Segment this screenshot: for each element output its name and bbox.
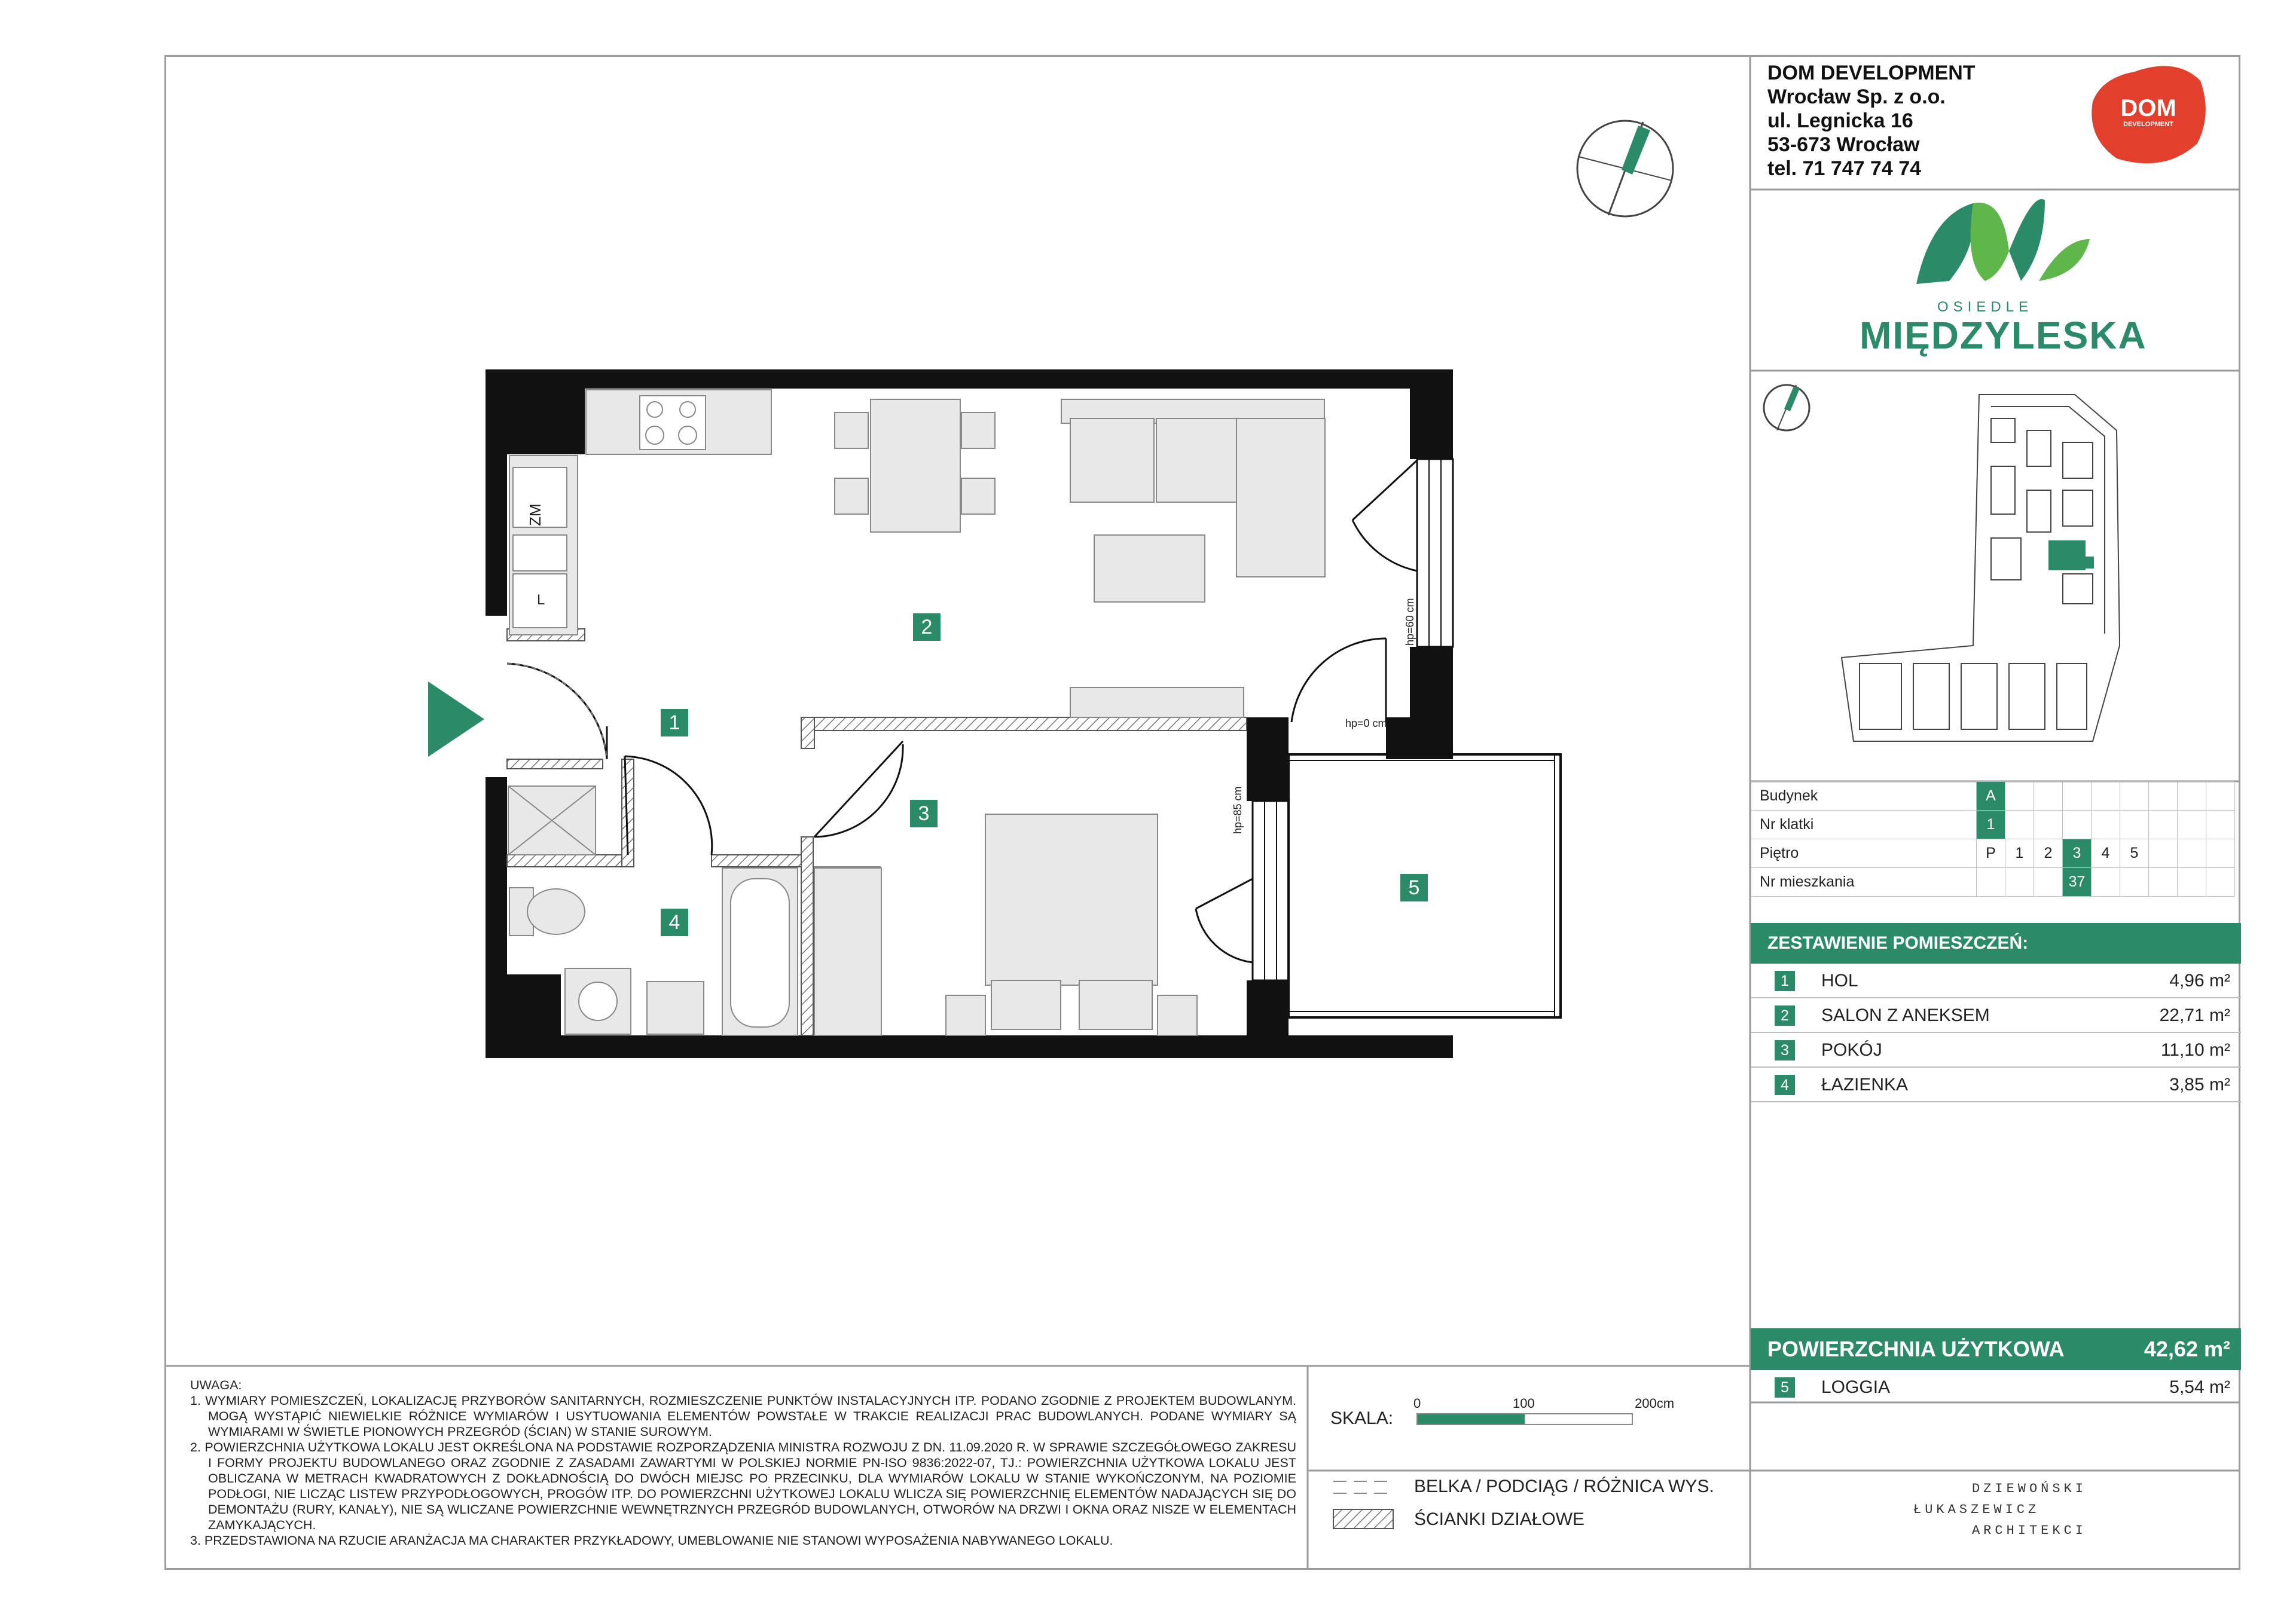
- loggia-row: [1751, 1370, 2241, 1404]
- company-city: 53-673 Wrocław: [1767, 133, 1920, 156]
- legend-beam-label: BELKA / PODCIĄG / RÓŻNICA WYS.: [1414, 1477, 1714, 1496]
- scale-tick-0: 0: [1413, 1396, 1421, 1411]
- dom-logo-word: DOM: [2120, 95, 2176, 121]
- building-key-plan: [1842, 395, 2120, 741]
- unit-info-cell: [2178, 811, 2206, 839]
- unit-info-cell: P: [1977, 839, 2005, 868]
- company-address: [1767, 61, 1976, 181]
- note-2: 2. POWIERZCHNIA UŻYTKOWA LOKALU JEST OKREŚLONA NA PODSTAWIE ROZPORZĄDZENIA MINISTRA ROZWOJU Z DN. 11.09.2020 R. W SPRAWIE SZCZEGÓŁOWEGO ZAKRESU I FORMY PROJEKTU BUDOWLANEGO ORAZ ZGODNIE Z ZASADAMI ZAWARTYMI W POLSKIEJ NORMIE PN-ISO 9836:2022-07, TJ.: POWIERZCHNIA UŻYTKOWA LOKALU JEST OBLICZANA W METRACH KWADRATOWYCH Z DOKŁADNOŚCIĄ DO DWÓCH MIEJSC PO PRZECINKU, DLA WYMIARÓW LOKALU W STANIE WYKOŃCZONYM, NA POZIOMIE PODŁOGI, NIE LICZĄC LISTEW PRZYPODŁOGOWYCH, PROGÓW ITP. DO POWIERZCHNI UŻYTKOWEJ LOKALU WLICZA SIĘ POWIERZCHNIĘ ELEMENTÓW NADAJĄCYCH SIĘ DO DEMONTAŻU (RURY, KANAŁY), NIE SĄ WLICZANE POWIERZCHNIE WEWNĘTRZNYCH PRZEGRÓD BUDOWLANYCH, OTWORÓW NA DRZWI I OKNA ORAZ NISZE W ELEMENTACH ZAMYKAJĄCYCH.: [190, 1440, 1296, 1532]
- estate-name-small: OSIEDLE: [1937, 299, 2034, 315]
- dom-logo-text: [2103, 96, 2193, 128]
- unit-info-cell: [2206, 868, 2235, 897]
- dining-table: [835, 399, 995, 532]
- scale-bar: [1417, 1414, 1632, 1425]
- unit-info-cell: [2063, 811, 2092, 839]
- bathroom-fixtures: [508, 786, 881, 1035]
- notes: [190, 1377, 1296, 1548]
- fridge-label: L: [537, 592, 545, 608]
- sofa: [1061, 399, 1325, 717]
- room-row: [1751, 1068, 2241, 1102]
- window-height-label-85: hp=85 cm: [1232, 786, 1244, 834]
- room-num: 1: [1775, 971, 1795, 991]
- small-compass-icon: [1764, 385, 1809, 430]
- room-badge-1: 1: [661, 709, 688, 736]
- window: [1417, 459, 1453, 647]
- room-name: ŁAZIENKA: [1821, 1075, 1909, 1095]
- room-name: SALON Z ANEKSEM: [1821, 1005, 1990, 1025]
- window-height-label-60: hp=60 cm: [1404, 598, 1416, 646]
- company-name: DOM DEVELOPMENT: [1767, 62, 1976, 84]
- unit-info-cell: [2005, 782, 2034, 811]
- room-badge-4: 4: [661, 909, 688, 936]
- unit-info-cell: [2092, 782, 2120, 811]
- window-height-label-0: hp=0 cm: [1345, 717, 1387, 729]
- room-area: 4,96 m²: [2169, 971, 2230, 991]
- room-area: 11,10 m²: [2160, 1040, 2230, 1060]
- note-3: 3. PRZEDSTAWIONA NA RZUCIE ARANŻACJA MA CHARAKTER PRZYKŁADOWY, UMEBLOWANIE NIE STANOWI WYPOSAŻENIA NABYWANEGO LOKALU.: [190, 1533, 1113, 1548]
- room-row: [1751, 1033, 2241, 1068]
- unit-info-cell: [2149, 782, 2178, 811]
- unit-info-cell: 4: [2092, 839, 2120, 868]
- unit-info-cell: [2092, 868, 2120, 897]
- unit-info-cell: A: [1977, 782, 2005, 811]
- unit-info-cell: [2178, 782, 2206, 811]
- estate-name: [1860, 299, 2147, 357]
- unit-info-label: Nr mieszkania: [1751, 868, 1977, 897]
- room-badge-5: 5: [1400, 874, 1428, 901]
- unit-info-cell: 1: [2005, 839, 2034, 868]
- unit-info-cell: [2149, 868, 2178, 897]
- unit-info-cell: [2206, 811, 2235, 839]
- notes-title: UWAGA:: [190, 1378, 242, 1392]
- room-num: 3: [1775, 1040, 1795, 1060]
- unit-info-cell: [2149, 839, 2178, 868]
- room-area: 3,85 m²: [2169, 1075, 2230, 1095]
- total-area-bar: [1751, 1328, 2241, 1370]
- room-row: [1751, 998, 2241, 1033]
- scale-label: SKALA:: [1330, 1408, 1394, 1428]
- room-num: 4: [1775, 1075, 1795, 1095]
- unit-info-cell: [2063, 782, 2092, 811]
- unit-info-cell: 3: [2063, 839, 2092, 868]
- unit-info-cell: 1: [1977, 811, 2005, 839]
- unit-info-cell: [2149, 811, 2178, 839]
- unit-info-label: Piętro: [1751, 839, 1977, 868]
- scale-tick-100: 100: [1513, 1396, 1535, 1411]
- legend-partition-label: ŚCIANKI DZIAŁOWE: [1414, 1509, 1585, 1529]
- estate-name-big: MIĘDZYLESKA: [1860, 314, 2147, 357]
- unit-info-cell: 37: [2063, 868, 2092, 897]
- total-area-label: POWIERZCHNIA UŻYTKOWA: [1767, 1337, 2065, 1361]
- unit-info-cell: [2206, 839, 2235, 868]
- unit-info-row: [1751, 782, 2235, 811]
- architect-logo: [1913, 1481, 2087, 1538]
- unit-info-row: [1751, 839, 2235, 868]
- room-badge-2: 2: [913, 613, 941, 641]
- architect-line-2: ŁUKASZEWICZ: [1913, 1502, 2040, 1517]
- room-name: POKÓJ: [1821, 1040, 1882, 1060]
- unit-info-row: [1751, 811, 2235, 839]
- unit-info-cell: [2178, 839, 2206, 868]
- loggia-name: LOGGIA: [1821, 1377, 1891, 1397]
- room-badge-3: 3: [910, 800, 938, 827]
- room-row: [1751, 964, 2241, 998]
- unit-info-cell: [2005, 868, 2034, 897]
- entrance-arrow-icon: [428, 681, 484, 757]
- loggia-num: 5: [1775, 1377, 1795, 1398]
- rooms-header: ZESTAWIENIE POMIESZCZEŃ:: [1751, 923, 2241, 964]
- unit-info-cell: [2120, 868, 2149, 897]
- unit-info-cell: [2034, 811, 2063, 839]
- unit-info-cell: [2034, 868, 2063, 897]
- room-name: HOL: [1821, 971, 1858, 991]
- unit-info-cell: [1977, 868, 2005, 897]
- company-line-2: Wrocław Sp. z o.o.: [1767, 85, 1946, 108]
- dom-logo-sub: DEVELOPMENT: [2123, 121, 2173, 128]
- note-1: 1. WYMIARY POMIESZCZEŃ, LOKALIZACJĘ PRZYBORÓW SANITARNYCH, ROZMIESZCZENIE PUNKTÓW INSTALACYJNYCH ITP. PODANO ZGODNIE Z PROJEKTEM BUDOWLANYM. MOGĄ WYSTĄPIĆ NIEWIELKIE RÓŻNICE WYMIARÓW I USYTUOWANIA ELEMENTÓW POWSTAŁE W TRAKCIE REALIZACJI PRAC BUDOWLANYCH. PODANE WYMIARY SĄ WYMIARAMI W ŚWIETLE PIONOWYCH PRZEGRÓD (ŚCIAN) W STANIE SUROWYM.: [190, 1393, 1296, 1439]
- unit-info-cell: [2005, 811, 2034, 839]
- unit-info-label: Nr klatki: [1751, 811, 1977, 839]
- unit-info-cell: [2178, 868, 2206, 897]
- balcony-window: [1253, 801, 1289, 980]
- legend-symbols: [1333, 1481, 1393, 1529]
- unit-info-label: Budynek: [1751, 782, 1977, 811]
- loggia-area: 5,54 m²: [2169, 1377, 2230, 1397]
- washer-label: ZM: [526, 503, 544, 526]
- total-area-value: 42,62 m²: [2144, 1337, 2230, 1361]
- unit-info-cell: [2092, 811, 2120, 839]
- company-street: ul. Legnicka 16: [1767, 109, 1913, 132]
- room-area: 22,71 m²: [2159, 1005, 2230, 1025]
- architect-line-3: ARCHITEKCI: [1971, 1523, 2087, 1538]
- company-phone: tel. 71 747 74 74: [1767, 157, 1922, 180]
- architect-line-1: DZIEWOŃSKI: [1971, 1481, 2087, 1496]
- unit-info-cell: [2034, 782, 2063, 811]
- scale-tick-200: 200cm: [1635, 1396, 1675, 1411]
- unit-info-cell: [2206, 782, 2235, 811]
- estate-logo-icon: [1916, 199, 2090, 284]
- unit-info-table: [1751, 781, 2235, 897]
- unit-info-cell: 5: [2120, 839, 2149, 868]
- unit-info-cell: [2120, 811, 2149, 839]
- compass-icon: [1577, 121, 1673, 216]
- unit-info-cell: 2: [2034, 839, 2063, 868]
- room-num: 2: [1775, 1005, 1795, 1026]
- unit-info-row: [1751, 868, 2235, 897]
- unit-info-cell: [2120, 782, 2149, 811]
